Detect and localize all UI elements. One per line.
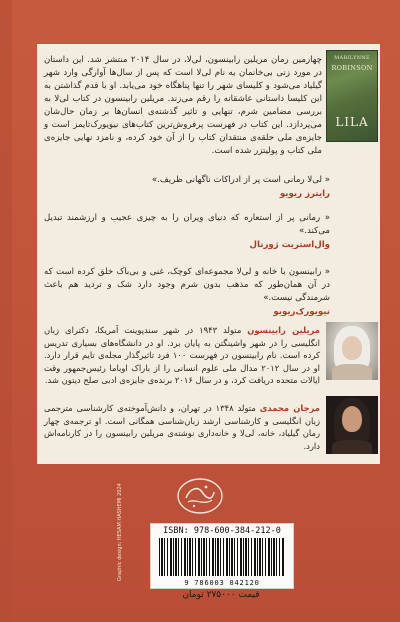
- quote-source: نیویورک‌ریویو: [273, 307, 330, 317]
- review-quote: [44, 212, 330, 252]
- spine-edge: [0, 0, 12, 622]
- quote-text: « رابینسون با خانه و لی‌لا مجموعه‌ای کوچک، غنی و بی‌باک خلق کرده است که در آن همان‌طور که مذهب بدون شرم وجود دارد شک و تردید هم باعث شرمندگی نیست.»: [44, 267, 330, 303]
- barcode-block: [150, 523, 294, 589]
- author-name: مریلین رابینسون: [247, 325, 320, 335]
- quote-text: « رمانی پر از استعاره که دنیای ویران را به چیزی عجیب و ارزشمند تبدیل می‌کند.»: [44, 213, 330, 236]
- cover-design-credit: Graphic design: HESAM HASHEMI 2024: [117, 483, 123, 581]
- review-quote: [44, 174, 330, 201]
- thumb-title: LILA: [335, 115, 369, 129]
- isbn-label: ISBN: 978-600-384-212-0: [163, 526, 281, 536]
- translator-photo: [326, 396, 378, 454]
- price-label: قیمت ۲۷۵۰۰۰ تومان: [182, 590, 260, 600]
- translator-bio-text: متولد ۱۳۴۸ در تهران، و دانش‌آموخته‌ی کارشناسی مترجمی زبان انگلیسی و کارشناسی ارشد زبان‌شناسی همگانی است. او ترجمه‌ی چهار رمان گیلیاد، خانه، لی‌لا و خانه‌داری نوشته‌ی مریلین رابینسون را در کارنامه‌اش دارد.: [44, 403, 320, 451]
- translator-bio: [44, 402, 320, 452]
- thumb-author-surname: ROBINSON: [331, 64, 373, 72]
- thumb-author-first: MARILYNNE: [334, 55, 370, 61]
- quote-source: وال‌استریت ژورنال: [249, 240, 330, 250]
- cover-thumbnail: [326, 50, 378, 142]
- publisher-logo: [176, 476, 224, 516]
- translator-name: مرجان محمدی: [259, 403, 320, 413]
- quote-text: « لی‌لا رمانی است پر از ادراکات ناگهانی ظریف.»: [151, 175, 330, 185]
- review-quote: [44, 266, 330, 319]
- author-photo: [326, 322, 378, 380]
- author-bio-text: متولد ۱۹۴۳ در شهر سندپوینت آمریکا، دکترای زبان انگلیسی را در شهر واشینگتن به پایان برد. او در دانشگاه‌های بسیاری تدریس کرده است. نام رابینسون در فهرست ۱۰۰ فرد تاثیرگذار مجله‌ی تایم قرار دارد. او در سال ۲۰۱۲ مدال ملی علوم انسانی را از باراک اوباما رئیس‌جمهور وقت ایالات متحده دریافت کرد، و در سال ۲۰۱۶ برنده‌ی جایزه‌ی ادبی صلح دیتون شد.: [44, 325, 320, 386]
- barcode: [159, 538, 285, 576]
- quote-source: رایترز ریویو: [279, 189, 330, 199]
- author-bio: [44, 324, 320, 387]
- synopsis: چهارمین رمان مریلین رابینسون، لی‌لا، در سال ۲۰۱۴ منتشر شد. این داستان در مورد زنی بی‌خانمان به نام لی‌لا است که پس از سال‌ها آوارگی وارد شهر گیلیاد می‌شود و کلیسای شهر را تنها پناهگاه خود می‌یابد. او با قدم گذاشتن به این کلیسا داستانی عاشقانه را رقم می‌زند. مریلین رابینسون در کتاب لی‌لا به بررسی مضامین شرم، تنهایی و تاثیر گذشته‌ی انسان‌ها بر زمان حال‌شان می‌پردازد. این کتاب در فهرست پرفروش‌ترین کتاب‌های نیویورک‌تایمز است و جایزه‌ی ملی حلقه‌ی منتقدان کتاب را از آن خود کرده، و نامزد نهایی جایزه‌ی ملی کتاب و پولیتزر شده است.: [44, 55, 322, 156]
- barcode-number: 9 786003 842120: [184, 579, 260, 587]
